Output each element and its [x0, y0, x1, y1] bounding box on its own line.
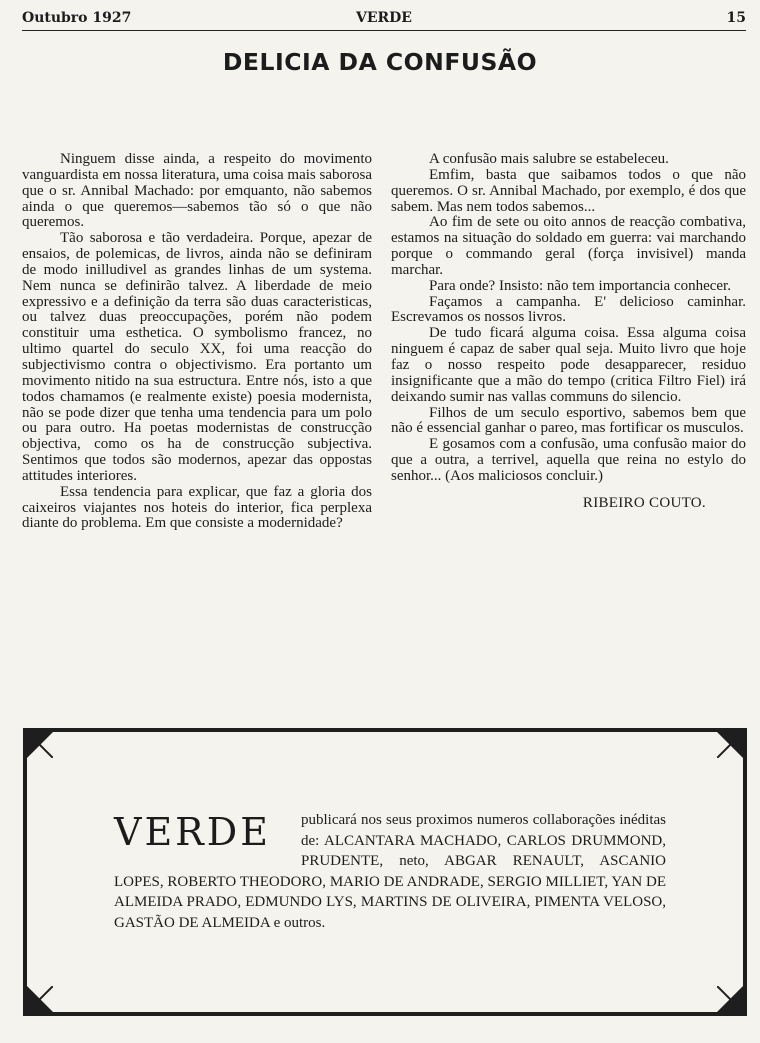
paragraph: Essa tendencia para explicar, que faz a gloria dos caixeiros viajantes nos hoteis do interior, fica perplexa diante do problema. Em que consiste a modernidade?	[22, 483, 372, 532]
article-title: DELICIA DA CONFUSÃO	[222, 48, 538, 76]
issue-date: Outubro 1927	[22, 10, 132, 26]
author-signature: RIBEIRO COUTO.	[582, 494, 706, 511]
corner-ornament-icon	[717, 732, 743, 758]
corner-ornament-icon	[27, 986, 53, 1012]
corner-ornament-icon	[717, 986, 743, 1012]
advert-logo: VERDE	[114, 810, 271, 854]
paragraph: Ninguem disse ainda, a respeito do movimento vanguardista em nossa literatura, uma coisa mais saborosa que o sr. Annibal Machado: por emquanto, não sabemos ainda o que queremos—sabemos tão só o que não queremos.	[22, 151, 372, 231]
paragraph: De tudo ficará alguma coisa. Essa alguma coisa ninguem é capaz de saber qual seja. Muito livro que hoje faz o nosso respeito pode desapparecer, residuo insignificante que a mão do tempo (critica Filtro Fiel) irá deixando sumir nas vallas communs do silencio.	[391, 325, 746, 405]
paragraph: Ao fim de sete ou oito annos de reacção combativa, estamos na situação do soldado em guerra: vai marchando porque o commando geral (força invisivel) manda marchar.	[391, 214, 746, 278]
advert-text: publicará nos seus proximos numeros collaborações inéditas de: ALCANTARA MACHADO, CARLOS DRUMMOND, PRUDENTE, neto, ABGAR RENAULT, ASCANIO LOPES, ROBERTO THEODORO, MARIO DE ANDRADE, SERGIO MILLIET, YAN DE ALMEIDA PRADO, EDMUNDO LYS, MARTINS DE OLIVEIRA, PIMENTA VELOSO, GASTÃO DE ALMEIDA e outros.	[114, 812, 666, 931]
left-column	[22, 152, 372, 532]
right-column	[391, 152, 746, 512]
magazine-name: VERDE	[356, 10, 412, 26]
page-header	[22, 8, 746, 31]
paragraph: A confusão mais salubre se estabeleceu.	[429, 151, 669, 167]
paragraph: Emfim, basta que saibamos todos o que não queremos. O sr. Annibal Machado, por exemplo, é dos que sabem. Mas nem todos sabemos...	[391, 166, 746, 215]
paragraph: E gosamos com a confusão, uma confusão maior do que a outra, a terrivel, aquella que reina no estylo do senhor... (Aos maliciosos concluir.)	[391, 436, 746, 484]
corner-ornament-icon	[27, 732, 53, 758]
paragraph: Façamos a campanha. E' delicioso caminhar. Escrevamos os nossos livros.	[391, 293, 746, 326]
paragraph: Para onde? Insisto: não tem importancia conhecer.	[429, 277, 731, 294]
advert-box	[23, 728, 747, 1016]
paragraph: Filhos de um seculo esportivo, sabemos bem que não é essencial ganhar o pareo, mas fortificar os musculos.	[391, 404, 746, 437]
advert-content	[114, 810, 666, 933]
page-number: 15	[726, 10, 746, 26]
paragraph: Tão saborosa e tão verdadeira. Porque, apezar de ensaios, de polemicas, de livros, ainda não se definiram de modo inilludivel as grandes linhas de um systema. Nem nunca se definirão talvez. A liberdade de meio expressivo e a definição da terra são duas caracteristicas, ou talvez duas preoccupações, porém não podem constituir uma esthetica. O symbolismo francez, no ultimo quartel do seculo XX, foi uma reacção do subjectivismo contra o objectivismo. Era portanto um movimento nitido na sua estructura. Entre nós, isto a que todos chamamos (e realmente existe) poesia modernista, não se pode dizer que tenha uma tendencia para um polo ou para outro. Ha poetas modernistas de construcção objectiva, como os ha de construcção subjectiva. Sentimos que todos são modernos, apezar das oppostas attitudes interiores.	[22, 230, 372, 484]
